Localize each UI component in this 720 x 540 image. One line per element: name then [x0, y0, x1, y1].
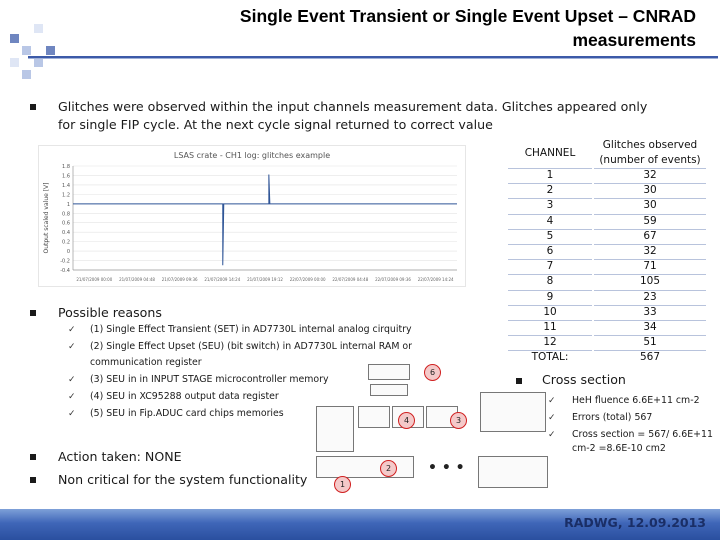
table-row: [508, 168, 706, 183]
schematic-block: [480, 392, 546, 432]
y-tick-label: 0.8: [62, 211, 70, 218]
reason-4: (4) SEU in XC95288 output data register: [90, 391, 279, 402]
channel-cell: 12: [543, 336, 557, 349]
table-header-channel: [508, 138, 592, 168]
table-row: [508, 290, 706, 305]
check-icon: ✓: [68, 375, 76, 385]
x-tick-label: 21/07/2009 19:12: [247, 277, 283, 282]
count-cell: 23: [643, 290, 657, 303]
table-total-row: [508, 350, 706, 365]
table-row: [508, 335, 706, 350]
table-row: [508, 198, 706, 213]
channel-cell: 3: [546, 199, 554, 212]
table-row: [508, 244, 706, 259]
count-cell: 105: [639, 275, 661, 288]
check-icon: ✓: [548, 413, 556, 423]
total-value: 567: [639, 351, 661, 364]
y-tick-label: 0.4: [62, 230, 70, 237]
x-tick-label: 22/07/2009 00:00: [289, 277, 326, 282]
marker-1: 1: [334, 476, 351, 493]
reason-5: (5) SEU in Fip.ADUC card chips memories: [90, 408, 284, 419]
count-cell: 32: [643, 245, 657, 257]
cross-section-heading: Cross section: [542, 372, 626, 387]
channel-cell: 1: [546, 169, 554, 181]
title-line-2: measurements: [572, 30, 696, 50]
y-tick-label: 0.2: [62, 239, 70, 246]
x-tick-label: 21/07/2009 09:36: [161, 277, 198, 282]
bullet-square: [30, 454, 36, 460]
table-row: [508, 214, 706, 229]
schematic-block: [478, 456, 548, 488]
schematic-block: [368, 364, 410, 380]
non-critical-text: Non critical for the system functionality: [58, 472, 308, 487]
channel-cell: 7: [546, 260, 554, 273]
x-tick-label: 21/07/2009 00:00: [76, 277, 113, 282]
count-cell: 32: [643, 169, 657, 181]
reason-3: (3) SEU in in INPUT STAGE microcontroller memory: [90, 374, 329, 385]
table-row: [508, 183, 706, 198]
cross-section-result: cm-2 =8.6E-10 cm2: [572, 443, 666, 454]
action-taken: Action taken: NONE: [58, 449, 182, 464]
x-tick-label: 22/07/2009 04:48: [332, 277, 369, 282]
channel-cell: 10: [543, 305, 557, 318]
y-tick-label: 0: [66, 249, 70, 256]
y-tick-label: 1.2: [62, 192, 70, 199]
count-cell: 33: [643, 305, 657, 318]
y-tick-label: 1: [66, 201, 70, 208]
schematic-block: [370, 384, 408, 396]
channel-cell: 11: [543, 321, 557, 333]
x-tick-label: 21/07/2009 04:48: [119, 277, 155, 282]
errors-total: Errors (total) 567: [572, 412, 653, 423]
series-line: [73, 175, 457, 266]
title-divider-thin: [28, 58, 718, 59]
x-tick-label: 22/07/2009 14:24: [417, 277, 454, 282]
y-tick-label: -0.2: [60, 258, 70, 265]
channel-cell: 2: [546, 184, 554, 197]
check-icon: ✓: [548, 430, 556, 440]
header-glitches-line-1: Glitches observed: [602, 139, 698, 151]
reason-2: (2) Single Effect Upset (SEU) (bit switch) in AD7730L internal RAM or: [90, 341, 412, 352]
header-glitches-line-2: (number of events): [599, 154, 701, 166]
y-tick-label: 1.4: [62, 182, 70, 189]
check-icon: ✓: [68, 392, 76, 402]
table-row: [508, 274, 706, 289]
y-tick-label: 1.6: [62, 173, 70, 180]
count-cell: 51: [643, 336, 657, 349]
header-channel-label: CHANNEL: [524, 147, 576, 159]
footer-text: RADWG, 12.09.2013: [564, 515, 706, 530]
electronics-schematic: [310, 362, 550, 497]
glitch-chart: [38, 145, 466, 287]
channel-cell: 8: [546, 275, 554, 288]
table-row: [508, 305, 706, 320]
glitches-text-line-2: for single FIP cycle. At the next cycle signal returned to correct value: [58, 117, 493, 132]
cross-section-formula: Cross section = 567/ 6.6E+11: [572, 429, 713, 440]
check-icon: ✓: [548, 396, 556, 406]
possible-reasons-heading: Possible reasons: [58, 305, 162, 320]
reason-2-continued: communication register: [90, 357, 202, 368]
check-icon: ✓: [68, 325, 76, 335]
table-row: [508, 229, 706, 244]
ellipsis: • • •: [428, 460, 465, 476]
check-icon: ✓: [68, 409, 76, 419]
footer-bar: [0, 509, 720, 540]
marker-6: 6: [424, 364, 441, 381]
bullet-square: [516, 378, 522, 384]
y-tick-label: -0.4: [60, 268, 70, 274]
bullet-square: [30, 104, 36, 110]
table-row: [508, 259, 706, 274]
glitch-chart-svg: [39, 146, 465, 286]
schematic-block: [358, 406, 390, 428]
x-tick-label: 21/07/2009 14:24: [204, 277, 241, 282]
bullet-square: [30, 310, 36, 316]
marker-4: 4: [398, 412, 415, 429]
table-row: [508, 320, 706, 335]
channel-cell: 9: [546, 290, 554, 303]
count-cell: 71: [643, 260, 657, 273]
glitches-text-line-1: Glitches were observed within the input channels measurement data. Glitches appeared only: [58, 99, 648, 114]
y-tick-label: 1.8: [62, 164, 70, 170]
glitches-text: [58, 98, 698, 134]
channel-cell: 5: [546, 229, 554, 242]
heh-fluence: HeH fluence 6.6E+11 cm-2: [572, 395, 700, 406]
count-cell: 59: [643, 214, 657, 227]
table-header-glitches: [594, 138, 706, 168]
y-axis-label: Output scaled value [V]: [43, 182, 50, 254]
count-cell: 34: [643, 321, 657, 333]
count-cell: 30: [643, 184, 657, 197]
total-label: TOTAL:: [531, 351, 569, 364]
channel-cell: 6: [546, 245, 554, 257]
chart-title: LSAS crate - CH1 log: glitches example: [173, 151, 331, 160]
title-line-1: Single Event Transient or Single Event Upset – CNRAD: [239, 6, 696, 26]
x-tick-label: 22/07/2009 09:36: [375, 277, 411, 282]
count-cell: 30: [643, 199, 657, 212]
reason-1: (1) Single Effect Transient (SET) in AD7730L internal analog cirquitry: [90, 324, 412, 335]
count-cell: 67: [643, 229, 657, 242]
y-tick-label: 0.6: [62, 220, 70, 227]
marker-3: 3: [450, 412, 467, 429]
channel-cell: 4: [546, 214, 554, 227]
page-title: [150, 4, 696, 52]
fip-card-block: [316, 456, 414, 478]
check-icon: ✓: [68, 342, 76, 352]
bullet-square: [30, 477, 36, 483]
power-supply-block: [316, 406, 354, 452]
marker-2: 2: [380, 460, 397, 477]
